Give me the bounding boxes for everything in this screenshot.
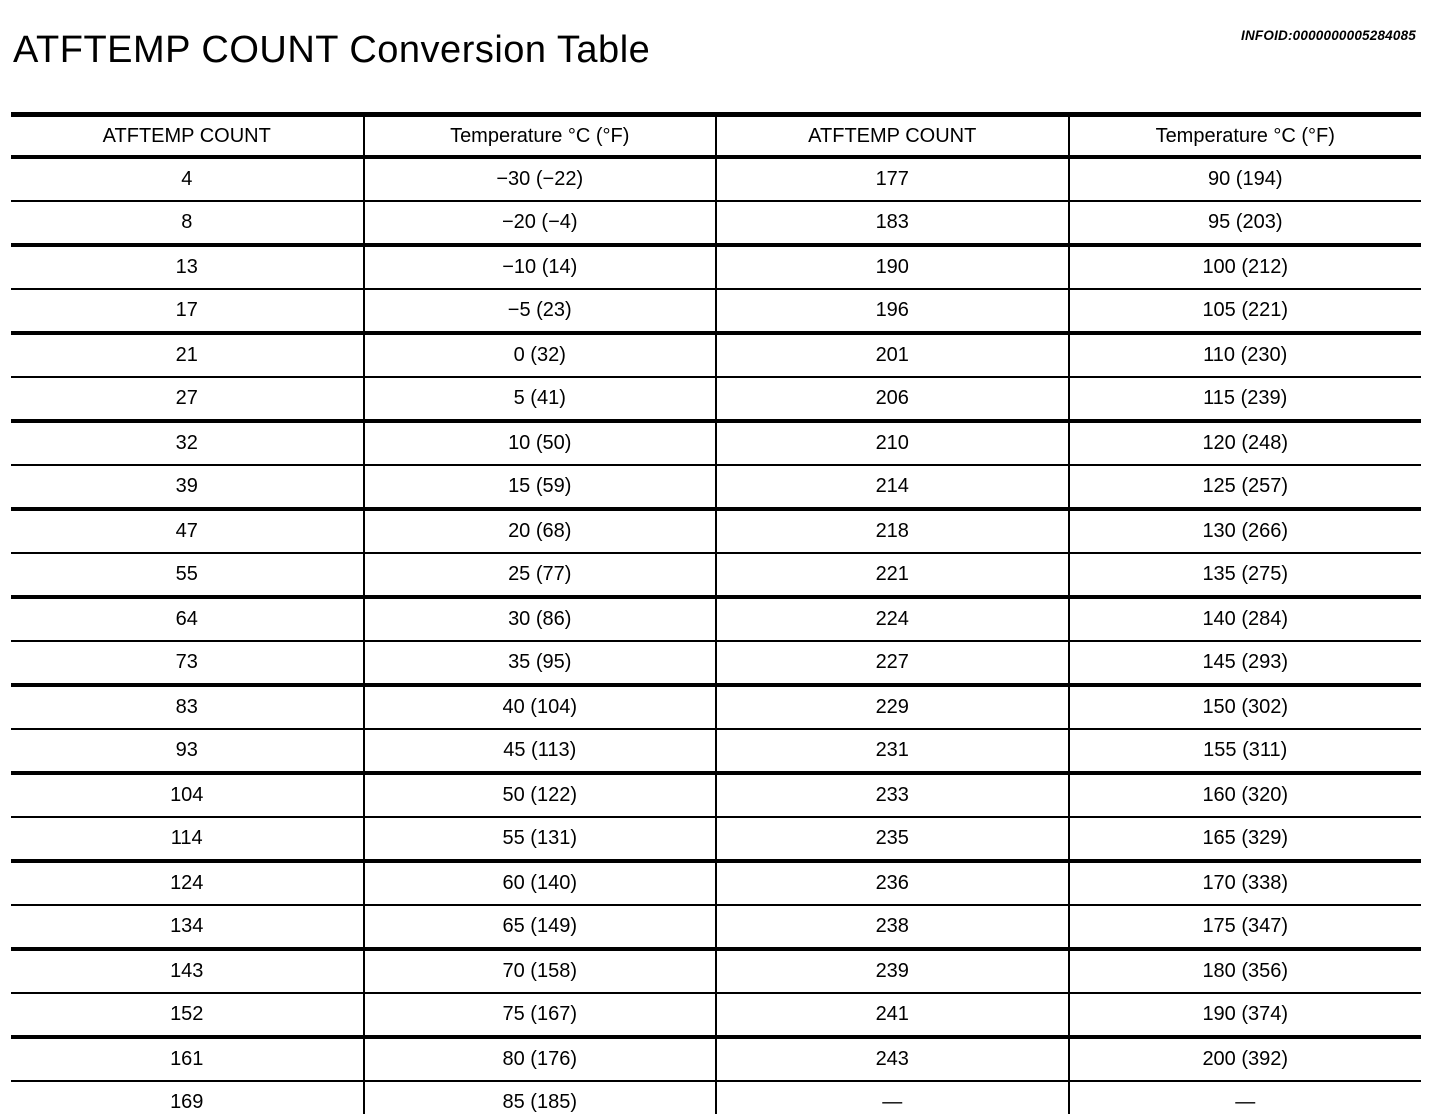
table-cell: 218 bbox=[716, 509, 1069, 553]
table-cell: 150 (302) bbox=[1069, 685, 1422, 729]
table-cell: 231 bbox=[716, 729, 1069, 773]
table-cell: 206 bbox=[716, 377, 1069, 421]
table-cell: 85 (185) bbox=[364, 1081, 717, 1114]
table-cell: 200 (392) bbox=[1069, 1037, 1422, 1081]
table-cell: −5 (23) bbox=[364, 289, 717, 333]
table-cell: 221 bbox=[716, 553, 1069, 597]
table-row bbox=[11, 245, 1421, 289]
table-cell: 115 (239) bbox=[1069, 377, 1422, 421]
table-cell: 145 (293) bbox=[1069, 641, 1422, 685]
table-cell: 155 (311) bbox=[1069, 729, 1422, 773]
table-cell: 15 (59) bbox=[364, 465, 717, 509]
table-cell: 32 bbox=[11, 421, 364, 465]
table-cell: 21 bbox=[11, 333, 364, 377]
table-cell: 140 (284) bbox=[1069, 597, 1422, 641]
table-cell: 5 (41) bbox=[364, 377, 717, 421]
table-row bbox=[11, 509, 1421, 553]
table-cell: 238 bbox=[716, 905, 1069, 949]
table-row bbox=[11, 597, 1421, 641]
table-cell: 105 (221) bbox=[1069, 289, 1422, 333]
table-cell: 160 (320) bbox=[1069, 773, 1422, 817]
table-cell: 120 (248) bbox=[1069, 421, 1422, 465]
header-atftemp-count-right: ATFTEMP COUNT bbox=[716, 115, 1069, 158]
table-cell: 190 (374) bbox=[1069, 993, 1422, 1037]
table-cell: 210 bbox=[716, 421, 1069, 465]
table-row bbox=[11, 993, 1421, 1037]
table-row bbox=[11, 949, 1421, 993]
table-cell: 50 (122) bbox=[364, 773, 717, 817]
table-cell: 95 (203) bbox=[1069, 201, 1422, 245]
table-cell: 243 bbox=[716, 1037, 1069, 1081]
atftemp-conversion-table bbox=[11, 112, 1421, 1114]
table-cell: 64 bbox=[11, 597, 364, 641]
table-row bbox=[11, 421, 1421, 465]
table-cell: 134 bbox=[11, 905, 364, 949]
table-cell: 236 bbox=[716, 861, 1069, 905]
table-row bbox=[11, 333, 1421, 377]
table-cell: 175 (347) bbox=[1069, 905, 1422, 949]
table-cell: 35 (95) bbox=[364, 641, 717, 685]
table-row bbox=[11, 773, 1421, 817]
table-cell: 55 bbox=[11, 553, 364, 597]
table-cell: 233 bbox=[716, 773, 1069, 817]
infoid-label: INFOID:0000000005284085 bbox=[1241, 28, 1416, 43]
table-cell: 13 bbox=[11, 245, 364, 289]
table-cell: 25 (77) bbox=[364, 553, 717, 597]
table-row bbox=[11, 465, 1421, 509]
table-cell: 135 (275) bbox=[1069, 553, 1422, 597]
table-cell: 20 (68) bbox=[364, 509, 717, 553]
table-cell: 83 bbox=[11, 685, 364, 729]
table-cell: 45 (113) bbox=[364, 729, 717, 773]
table-cell: 65 (149) bbox=[364, 905, 717, 949]
table-cell: 60 (140) bbox=[364, 861, 717, 905]
table-cell: 10 (50) bbox=[364, 421, 717, 465]
table-cell: — bbox=[716, 1081, 1069, 1114]
table-cell: 241 bbox=[716, 993, 1069, 1037]
table-cell: 214 bbox=[716, 465, 1069, 509]
table-row bbox=[11, 157, 1421, 201]
table-cell: 90 (194) bbox=[1069, 157, 1422, 201]
table-cell: 227 bbox=[716, 641, 1069, 685]
table-cell: 75 (167) bbox=[364, 993, 717, 1037]
table-cell: 47 bbox=[11, 509, 364, 553]
table-cell: 100 (212) bbox=[1069, 245, 1422, 289]
table-cell: 224 bbox=[716, 597, 1069, 641]
table-cell: 93 bbox=[11, 729, 364, 773]
table-cell: 55 (131) bbox=[364, 817, 717, 861]
table-row bbox=[11, 377, 1421, 421]
table-cell: 110 (230) bbox=[1069, 333, 1422, 377]
table-cell: 70 (158) bbox=[364, 949, 717, 993]
table-body bbox=[11, 157, 1421, 1114]
table-cell: 27 bbox=[11, 377, 364, 421]
table-cell: 4 bbox=[11, 157, 364, 201]
table-cell: −30 (−22) bbox=[364, 157, 717, 201]
table-cell: 201 bbox=[716, 333, 1069, 377]
table-cell: 73 bbox=[11, 641, 364, 685]
table-cell: 0 (32) bbox=[364, 333, 717, 377]
table-cell: 80 (176) bbox=[364, 1037, 717, 1081]
table-row bbox=[11, 201, 1421, 245]
table-cell: 152 bbox=[11, 993, 364, 1037]
header-temperature-left: Temperature °C (°F) bbox=[364, 115, 717, 158]
table-row bbox=[11, 553, 1421, 597]
table-cell: 177 bbox=[716, 157, 1069, 201]
table-row bbox=[11, 685, 1421, 729]
header-atftemp-count-left: ATFTEMP COUNT bbox=[11, 115, 364, 158]
table-cell: −10 (14) bbox=[364, 245, 717, 289]
table-row bbox=[11, 289, 1421, 333]
table-row bbox=[11, 861, 1421, 905]
table-cell: 130 (266) bbox=[1069, 509, 1422, 553]
table-cell: — bbox=[1069, 1081, 1422, 1114]
table-row bbox=[11, 905, 1421, 949]
table-cell: 169 bbox=[11, 1081, 364, 1114]
table-cell: −20 (−4) bbox=[364, 201, 717, 245]
table-cell: 124 bbox=[11, 861, 364, 905]
table-header-row bbox=[11, 115, 1421, 158]
table-cell: 165 (329) bbox=[1069, 817, 1422, 861]
table-row bbox=[11, 1081, 1421, 1114]
table-cell: 170 (338) bbox=[1069, 861, 1422, 905]
table-row bbox=[11, 641, 1421, 685]
table-cell: 143 bbox=[11, 949, 364, 993]
page-title: ATFTEMP COUNT Conversion Table bbox=[13, 29, 651, 72]
table-cell: 39 bbox=[11, 465, 364, 509]
table-cell: 239 bbox=[716, 949, 1069, 993]
table-cell: 17 bbox=[11, 289, 364, 333]
table-cell: 180 (356) bbox=[1069, 949, 1422, 993]
table-cell: 190 bbox=[716, 245, 1069, 289]
table-cell: 125 (257) bbox=[1069, 465, 1422, 509]
table-row bbox=[11, 817, 1421, 861]
table-cell: 183 bbox=[716, 201, 1069, 245]
table-cell: 196 bbox=[716, 289, 1069, 333]
table-cell: 8 bbox=[11, 201, 364, 245]
table-cell: 235 bbox=[716, 817, 1069, 861]
table-cell: 114 bbox=[11, 817, 364, 861]
table-row bbox=[11, 729, 1421, 773]
table-cell: 30 (86) bbox=[364, 597, 717, 641]
table-cell: 229 bbox=[716, 685, 1069, 729]
table-cell: 104 bbox=[11, 773, 364, 817]
header-temperature-right: Temperature °C (°F) bbox=[1069, 115, 1422, 158]
table-cell: 161 bbox=[11, 1037, 364, 1081]
table-cell: 40 (104) bbox=[364, 685, 717, 729]
table-row bbox=[11, 1037, 1421, 1081]
